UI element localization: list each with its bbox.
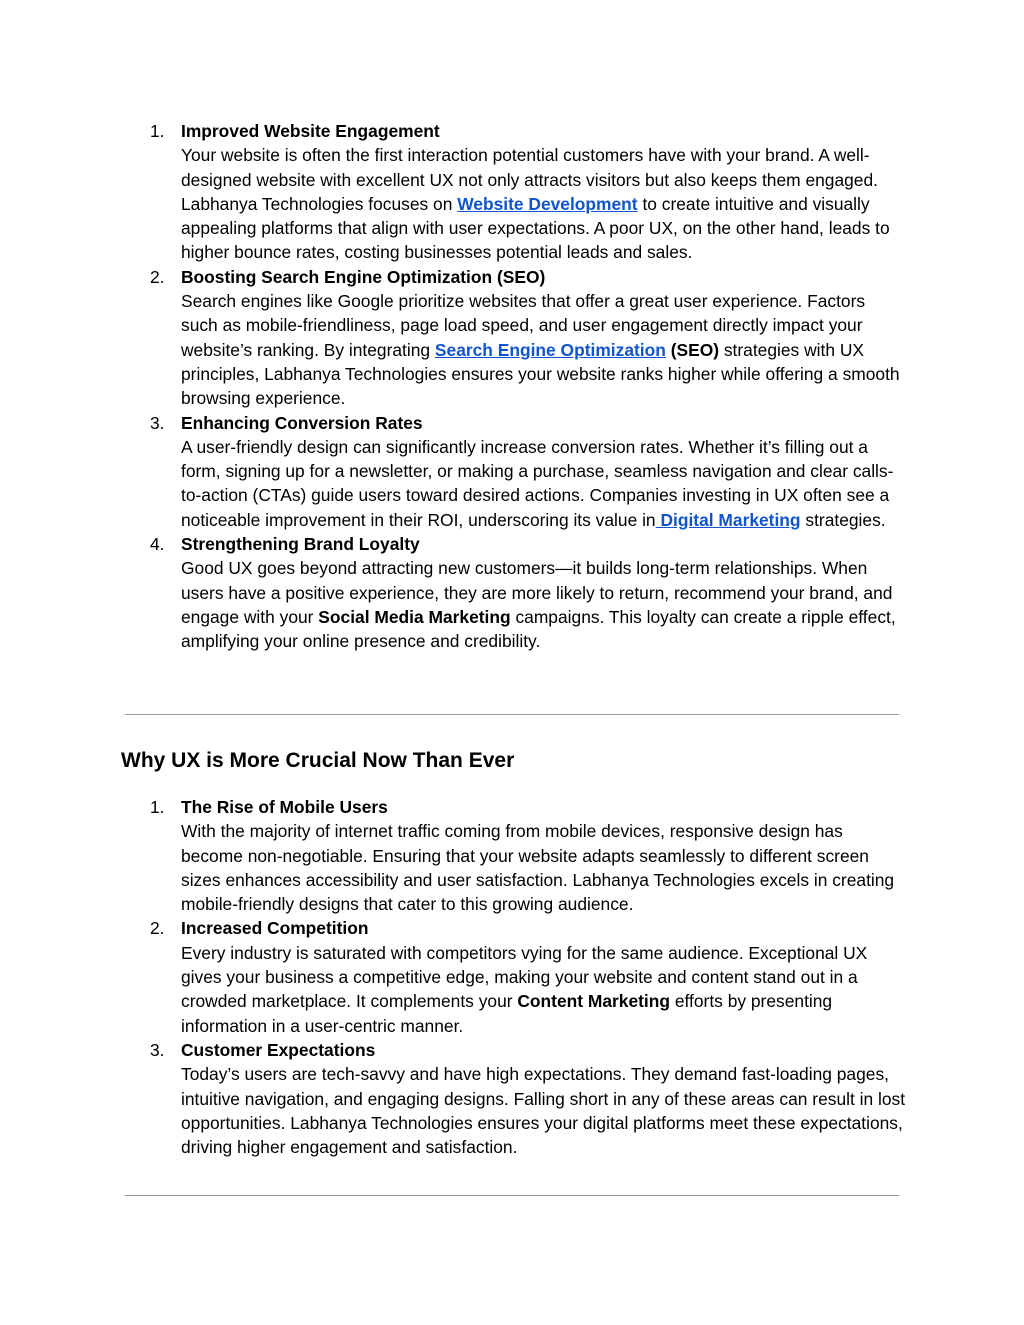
list-number: 3.: [150, 1039, 165, 1060]
seo-bold-text: (SEO): [665, 339, 720, 360]
list-item-brand-loyalty: [0, 532, 906, 653]
list-item-mobile-users: [0, 795, 906, 916]
digital-marketing-link[interactable]: Digital Marketing: [655, 509, 801, 530]
item-text: A user-friendly design can significantly increase conversion rates. Whether it’s filling out a form, signing up for a newsletter, or making a purchase, seamless navigation and clear calls-to-action (CTAs) guide users toward desired actions. Companies investing in UX often see a noticeable improvement in their ROI, underscoring its value in: [181, 436, 894, 530]
ux-importance-list: [0, 795, 906, 1159]
item-title: Increased Competition: [181, 918, 369, 939]
item-text: Search engines like Google prioritize websites that offer a great user experience. Factors such as mobile-friendliness, page load speed, and user engagement directly impact your website’s ranking. By integrating: [181, 291, 866, 360]
list-number: 1.: [150, 121, 165, 141]
item-text: strategies.: [800, 509, 886, 530]
item-title: Enhancing Conversion Rates: [181, 412, 423, 433]
social-media-marketing-bold-text: Social Media Marketing: [318, 606, 511, 627]
list-number: 2.: [150, 918, 165, 939]
item-body: [181, 143, 906, 264]
item-title: Strengthening Brand Loyalty: [181, 534, 420, 555]
content-marketing-bold-text: Content Marketing: [517, 991, 671, 1012]
horizontal-divider: [125, 714, 899, 715]
list-item-seo: [0, 265, 906, 411]
item-body: [181, 435, 906, 532]
item-title: Boosting Search Engine Optimization (SEO): [181, 266, 546, 287]
item-body: [181, 556, 906, 653]
item-title: Customer Expectations: [181, 1039, 376, 1060]
item-body: With the majority of internet traffic coming from mobile devices, responsive design has become non-negotiable. Ensuring that your website adapts seamlessly to different screen sizes enhances accessibility and user satisfaction. Labhanya Technologies excels in creating mobile-friendly designs that cater to this growing audience.: [181, 821, 895, 915]
item-text: Your website is often the first interaction potential customers have with your brand. A well-designed website with excellent UX not only attracts visitors but also keeps them engaged. Labhanya Technologies focuses on: [181, 145, 878, 214]
item-text: to create intuitive and visually appealing platforms that align with user expectations. A poor UX, on the other hand, leads to higher bounce rates, costing businesses potential leads and sales.: [181, 193, 890, 263]
item-title: Improved Website Engagement: [181, 121, 440, 141]
section-heading: Why UX is More Crucial Now Than Ever: [121, 749, 515, 772]
list-item-competition: [0, 916, 906, 1037]
search-engine-optimization-link[interactable]: Search Engine Optimization: [434, 339, 666, 360]
list-number: 4.: [150, 534, 165, 555]
item-text: efforts by presenting information in a user-centric manner.: [181, 991, 833, 1036]
item-body: [181, 289, 906, 410]
list-number: 3.: [150, 412, 165, 433]
item-text: campaigns. This loyalty can create a ripple effect, amplifying your online presence and credibility.: [181, 606, 896, 652]
list-item-website-engagement: [0, 119, 906, 265]
item-text: strategies with UX principles, Labhanya Technologies ensures your website ranks higher while offering a smooth browsing experience.: [181, 339, 900, 409]
item-body: [181, 941, 906, 1038]
list-item-customer-expectations: [0, 1038, 906, 1159]
item-title: The Rise of Mobile Users: [181, 797, 388, 817]
list-item-conversion-rates: [0, 411, 906, 532]
item-text: Good UX goes beyond attracting new customers—it builds long-term relationships. When users have a positive experience, they are more likely to return, recommend your brand, and engage with your: [181, 558, 893, 627]
item-body: Today’s users are tech-savvy and have high expectations. They demand fast-loading pages, intuitive navigation, and engaging designs. Falling short in any of these areas can result in lost opportunities. Labhanya Technologies ensures your digital platforms meet these expectations, driving higher engagement and satisfaction.: [181, 1064, 906, 1158]
list-number: 2.: [150, 266, 165, 287]
list-number: 1.: [150, 797, 165, 817]
item-text: Every industry is saturated with competitors vying for the same audience. Exceptional UX gives your business a competitive edge, making your website and content stand out in a crowded marketplace. It complements your: [181, 942, 868, 1012]
website-development-link[interactable]: Website Development: [457, 193, 638, 214]
horizontal-divider: [125, 1195, 899, 1196]
benefits-list: [0, 119, 906, 654]
